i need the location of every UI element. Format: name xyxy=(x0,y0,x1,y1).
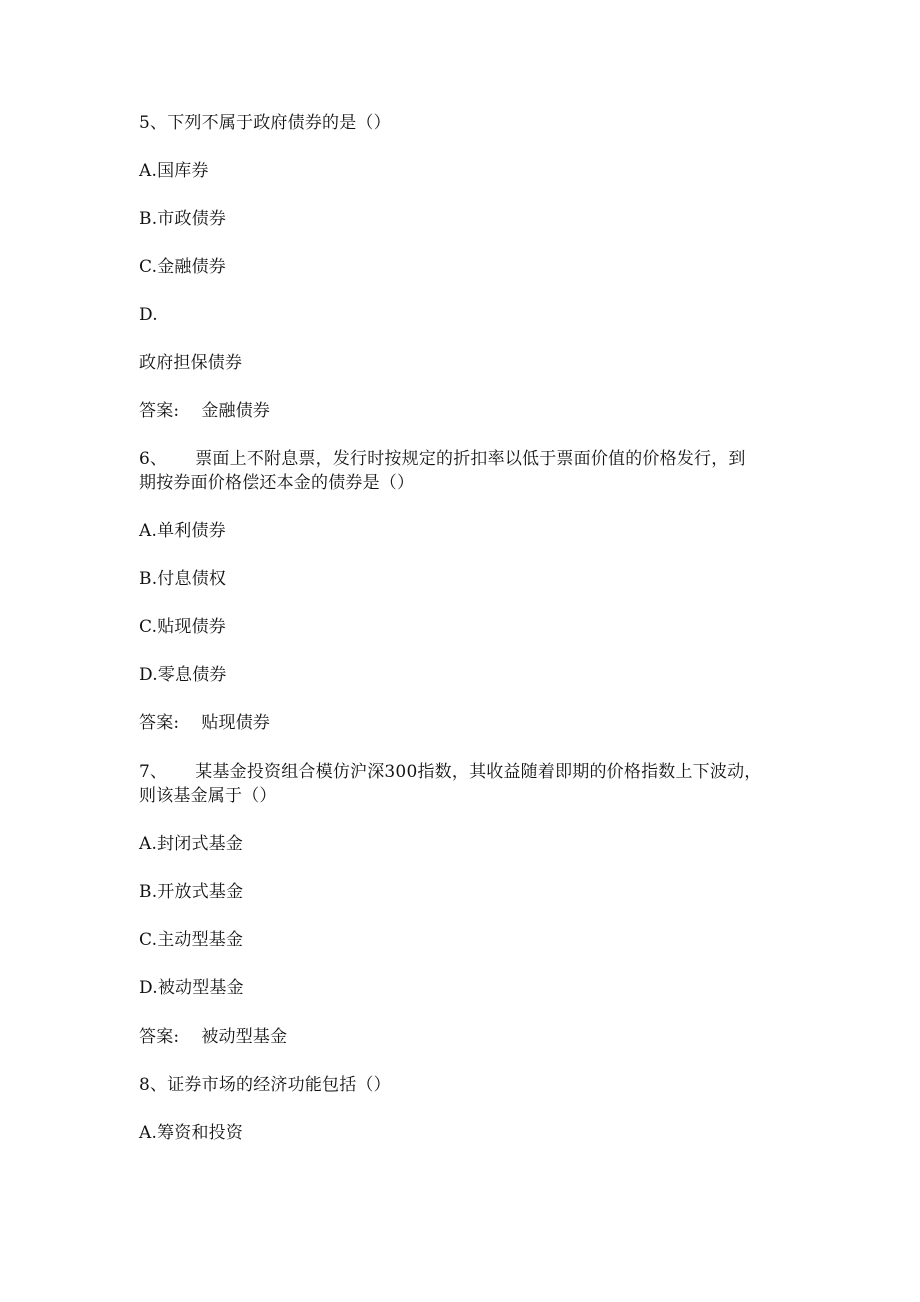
question-6-option-a: A.单利债券 xyxy=(139,521,226,541)
question-number: 6、 xyxy=(139,449,168,469)
question-6-answer xyxy=(139,711,270,735)
question-6-stem-text-1: 票面上不附息票，发行时按规定的折扣率以低于票面价值的价格发行，到 xyxy=(195,449,746,469)
question-7-answer xyxy=(139,1025,287,1049)
question-6-stem-line1 xyxy=(139,447,746,471)
question-number: 7、 xyxy=(139,762,168,782)
question-5-answer xyxy=(139,399,270,423)
answer-value: 被动型基金 xyxy=(201,1027,288,1047)
question-7-stem-line2: 则该基金属于（） xyxy=(139,786,277,806)
question-5-option-d-text: 政府担保债券 xyxy=(139,353,243,373)
question-7-stem-line1 xyxy=(139,760,761,784)
question-5-option-c: C.金融债券 xyxy=(139,257,227,277)
question-7-option-b: B.开放式基金 xyxy=(139,882,244,902)
answer-value: 贴现债券 xyxy=(201,713,271,733)
question-5-option-d: D. xyxy=(139,305,158,325)
answer-label: 答案: xyxy=(139,1027,180,1047)
answer-label: 答案: xyxy=(139,401,180,421)
question-7-option-a: A.封闭式基金 xyxy=(139,834,244,854)
question-8-option-a: A.筹资和投资 xyxy=(139,1123,244,1143)
question-6-option-b: B.付息债权 xyxy=(139,569,227,589)
question-7-option-c: C.主动型基金 xyxy=(139,930,244,950)
question-5-option-b: B.市政债券 xyxy=(139,209,227,229)
question-5-option-a: A.国库券 xyxy=(139,161,209,181)
answer-label: 答案: xyxy=(139,713,180,733)
question-6-stem-line2: 期按券面价格偿还本金的债券是（） xyxy=(139,473,415,493)
question-6-option-c: C.贴现债券 xyxy=(139,617,227,637)
question-6-option-d: D.零息债券 xyxy=(139,665,227,685)
answer-value: 金融债券 xyxy=(201,401,271,421)
question-7-stem-text-1: 某基金投资组合模仿沪深300指数，其收益随着即期的价格指数上下波动， xyxy=(195,762,762,782)
question-5-stem: 5、下列不属于政府债券的是（） xyxy=(139,113,391,133)
question-8-stem: 8、证券市场的经济功能包括（） xyxy=(139,1075,391,1095)
question-7-option-d: D.被动型基金 xyxy=(139,978,244,998)
